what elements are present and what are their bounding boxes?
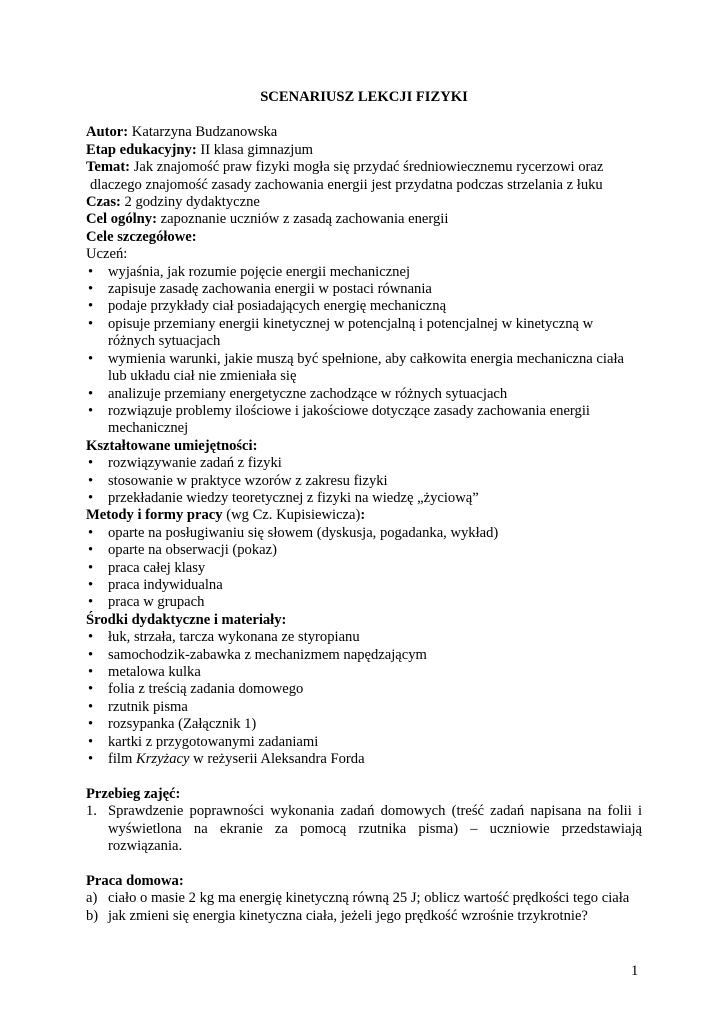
author-line [86, 124, 642, 141]
item-number: 1. [86, 803, 97, 820]
list-item: • stosowanie w praktyce wzorów z zakresu fizyki [88, 472, 388, 489]
time-value: 2 godziny dydaktyczne [120, 194, 260, 211]
topic-label: Temat: [86, 159, 131, 176]
goal-line [86, 211, 642, 228]
materials-heading: Środki dydaktyczne i materiały: [86, 611, 287, 628]
student-label: Uczeń: [86, 246, 128, 263]
author-label: Autor: [86, 124, 129, 141]
list-item: • folia z treścią zadania domowego [88, 681, 304, 698]
bullet-icon: • [88, 542, 94, 559]
bullet-icon: • [88, 489, 94, 506]
bullet-icon: • [88, 559, 94, 576]
list-item: • rozsypanka (Załącznik 1) [88, 716, 257, 733]
bullet-icon: • [88, 298, 94, 315]
bullet-icon: • [88, 646, 94, 663]
skills-list [86, 455, 642, 507]
topic-line-2: dlaczego znajomość zasady zachowania energii jest przydatna podczas strzelania z łuku [90, 176, 603, 193]
materials-list [86, 629, 642, 768]
bullet-icon: • [88, 315, 94, 332]
list-item: • samochodzik-zabawka z mechanizmem napędzającym [88, 646, 427, 663]
list-item: • film Krzyżacy w reżyserii Aleksandra Forda [88, 751, 365, 768]
lesson-course-heading: Przebieg zajęć: [86, 785, 181, 802]
list-item: • przekładanie wiedzy teoretycznej z fizyki na wiedzę „życiową” [88, 489, 479, 506]
goal-label: Cel ogólny: [86, 211, 157, 228]
film-title: Krzyżacy [135, 751, 190, 768]
list-item: b) jak zmieni się energia kinetyczna ciała, jeżeli jego prędkość wzrośnie trzykrotnie? [86, 907, 588, 924]
detailed-goals-heading: Cele szczegółowe: [86, 228, 197, 245]
stage-value: II klasa gimnazjum [196, 141, 313, 158]
methods-list [86, 525, 642, 612]
bullet-icon: • [88, 681, 94, 698]
lesson-course-list [86, 803, 642, 855]
document-title: SCENARIUSZ LEKCJI FIZYKI [260, 89, 468, 105]
methods-heading [86, 507, 642, 524]
bullet-icon: • [88, 629, 94, 646]
homework-list [86, 890, 642, 925]
list-item: • podaje przykłady ciał posiadających energię mechaniczną [88, 298, 447, 315]
list-item: • wymienia warunki, jakie muszą być spełnione, aby całkowita energia mechaniczna ciała lub układu ciał nie zmieniała się [88, 350, 624, 385]
bullet-icon: • [88, 751, 94, 768]
stage-line [86, 142, 642, 159]
list-item: • rzutnik pisma [88, 698, 188, 715]
goal-value: zapoznanie uczniów z zasadą zachowania energii [156, 211, 449, 228]
list-item: • wyjaśnia, jak rozumie pojęcie energii mechanicznej [88, 263, 411, 280]
item-letter: a) [86, 890, 98, 907]
list-item: a) ciało o masie 2 kg ma energię kinetyczną równą 25 J; oblicz wartość prędkości tego ciała [86, 890, 630, 907]
list-item: • analizuje przemiany energetyczne zachodzące w różnych sytuacjach [88, 385, 508, 402]
list-item: • oparte na posługiwaniu się słowem (dyskusja, pogadanka, wykład) [88, 524, 499, 541]
spacer [86, 768, 642, 785]
list-item: • kartki z przygotowanymi zadaniami [88, 733, 319, 750]
list-item: • łuk, strzała, tarcza wykonana ze styropianu [88, 629, 360, 646]
list-item: • praca indywidualna [88, 576, 223, 593]
time-label: Czas: [86, 194, 121, 211]
bullet-icon: • [88, 698, 94, 715]
page-number: 1 [631, 963, 639, 979]
methods-colon: : [360, 507, 366, 524]
author-value: Katarzyna Budzanowska [128, 124, 278, 141]
bullet-icon: • [88, 281, 94, 298]
stage-label: Etap edukacyjny: [86, 141, 197, 158]
bullet-icon: • [88, 472, 94, 489]
bullet-icon: • [88, 576, 94, 593]
spacer [86, 855, 642, 872]
methods-label: Metody i formy pracy [86, 507, 223, 524]
bullet-icon: • [88, 455, 94, 472]
item-letter: b) [86, 907, 99, 924]
homework-heading: Praca domowa: [86, 872, 184, 889]
list-item: • praca całej klasy [88, 559, 206, 576]
list-item: • praca w grupach [88, 594, 205, 611]
bullet-icon: • [88, 263, 94, 280]
bullet-icon: • [88, 350, 94, 367]
bullet-icon: • [88, 664, 94, 680]
bullet-icon: • [88, 594, 94, 611]
document-page [86, 89, 642, 925]
time-line [86, 194, 642, 211]
methods-note: (wg Cz. Kupisiewicza) [222, 507, 361, 524]
skills-heading: Kształtowane umiejętności: [86, 437, 258, 454]
list-item: • zapisuje zasadę zachowania energii w postaci równania [88, 281, 432, 298]
bullet-icon: • [88, 402, 94, 419]
bullet-icon: • [88, 733, 94, 750]
bullet-icon: • [88, 716, 94, 733]
bullet-icon: • [88, 385, 94, 402]
list-item: • rozwiązywanie zadań z fizyki [88, 455, 282, 472]
topic-line [86, 159, 642, 176]
list-item: 1. Sprawdzenie poprawności wykonania zadań domowych (treść zadań napisana na folii i wyświetlona na ekranie za pomocą rzutnika pisma) – uczniowie przedstawiają rozwiązania. [86, 803, 642, 855]
list-item: • opisuje przemiany energii kinetycznej w potencjalną i potencjalnej w kinetyczną w różnych sytuacjach [88, 315, 594, 350]
bullet-icon: • [88, 524, 94, 541]
list-item: • rozwiązuje problemy ilościowe i jakościowe dotyczące zasady zachowania energii mechanicznej [88, 402, 590, 437]
detailed-goals-list [86, 264, 642, 438]
list-item: • metalowa kulka [88, 664, 201, 680]
topic-value-1: Jak znajomość praw fizyki mogła się przydać średniowiecznemu rycerzowi oraz [130, 159, 604, 176]
list-item: • oparte na obserwacji (pokaz) [88, 542, 277, 559]
